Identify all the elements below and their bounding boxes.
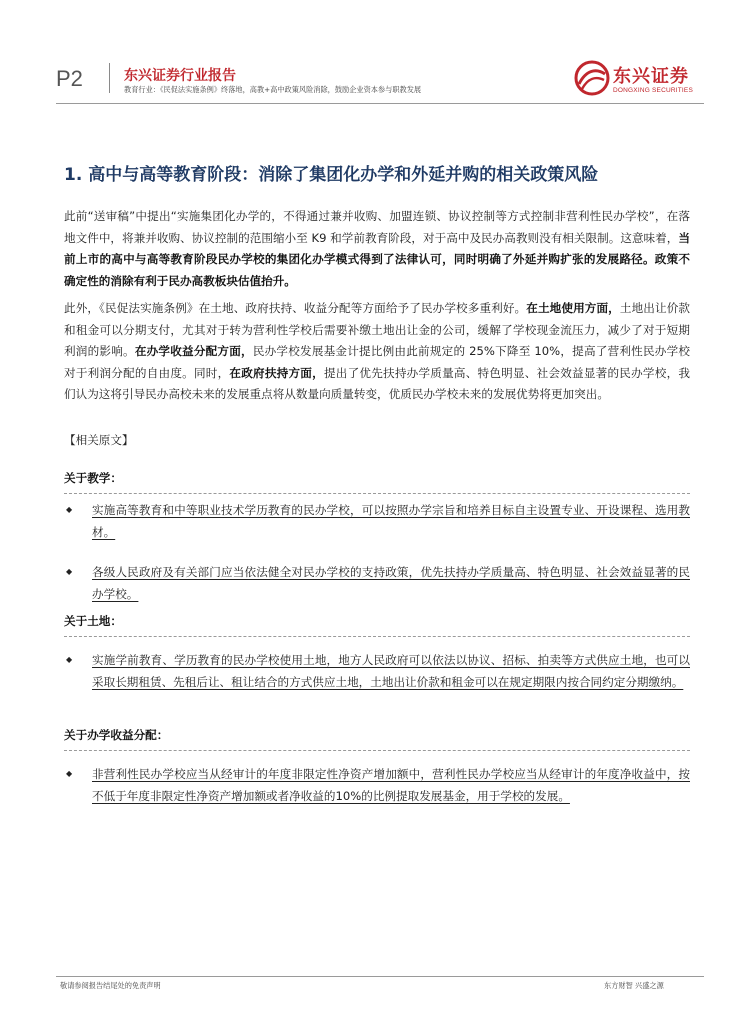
heading-about-land: 关于土地： — [64, 614, 122, 628]
bullet-diamond-icon: ◆ — [66, 655, 73, 664]
reference-label: 【相关原文】 — [64, 433, 134, 447]
paragraph-text: 此前“送审稿”中提出“实施集团化办学的，不得通过兼并收购、加盟连锁、协议控制等方式控制非营利性民办学校”，在落地文件中，将兼并收购、协议控制的范围缩小至 K9 和学前教育阶段，对于高中及民办高教则没有相关限制。这意味着， — [64, 209, 690, 245]
section-title: 1. 高中与高等教育阶段：消除了集团化办学和外延并购的相关政策风险 — [64, 165, 599, 185]
paragraph-text: 提出了优先扶持办学质量高、特色明显、社会效益显著的民办学校，我们认为这将引导民办高校未来的发展重点将从数量向质量转变，优质民办学校未来的发展优势将更加突出。 — [64, 365, 690, 401]
logo-text: 东兴证券 — [613, 66, 689, 87]
header-rule — [56, 103, 704, 104]
bullet-diamond-icon: ◆ — [66, 505, 73, 514]
report-subtitle: 教育行业：《民促法实施条例》终落地，高教+高中政策风险消除，鼓励企业资本参与职教发展 — [124, 85, 422, 94]
list-item: 非营利性民办学校应当从经审计的年度非限定性净资产增加额中，营利性民办学校应当从经审计的年度净收益中，按不低于年度非限定性净资产增加额或者净收益的10%的比例提取发展基金，用于学校的发展。 — [92, 767, 690, 803]
footer-disclaimer: 敬请参阅报告结尾处的免责声明 — [60, 981, 161, 990]
bullet-diamond-icon: ◆ — [66, 769, 73, 778]
page-number: P2 — [56, 66, 83, 91]
heading-about-income: 关于办学收益分配： — [64, 728, 169, 742]
emphasis-land-use: 在土地使用方面， — [526, 301, 620, 315]
list-item: 实施高等教育和中等职业技术学历教育的民办学校，可以按照办学宗旨和培养目标自主设置专业、开设课程、选用教材。 — [92, 503, 690, 539]
emphasis-income-distribution: 在办学收益分配方面， — [134, 344, 253, 358]
footer-slogan: 东方财智 兴盛之源 — [604, 981, 664, 990]
paragraph-benefits — [64, 298, 690, 406]
list-item: 各级人民政府及有关部门应当依法健全对民办学校的支持政策，优先扶持办学质量高、特色明显、社会效益显著的民办学校。 — [92, 565, 690, 601]
heading-about-teaching: 关于教学： — [64, 471, 122, 485]
paragraph-text: 民办学校发展基金计提比例由此前规定的 25%下降至 10%，提高了营利性民办学校对于利润分配的自由度。同时， — [64, 344, 690, 380]
list-item: 实施学前教育、学历教育的民办学校使用土地，地方人民政府可以依法以协议、招标、拍卖等方式供应土地，也可以采取长期租赁、先租后让、租让结合的方式供应土地，土地出让价款和租金可以在规定期限内按合同约定分期缴纳。 — [92, 653, 690, 689]
company-logo — [574, 60, 704, 100]
dashed-divider — [64, 750, 690, 751]
report-title: 东兴证券行业报告 — [124, 68, 236, 84]
logo-english-text: DONGXING SECURITIES — [613, 87, 694, 94]
header-divider — [109, 63, 110, 93]
dashed-divider — [64, 493, 690, 494]
emphasis-government-support: 在政府扶持方面， — [229, 365, 324, 380]
footer-rule — [56, 976, 704, 977]
logo-emblem-icon — [574, 60, 610, 96]
paragraph-text: 土地出让价款和租金可以分期支付，尤其对于转为营利性学校后需要补缴土地出让金的公司，缓解了学校现金流压力，减少了对于短期利润的影响。 — [64, 301, 690, 358]
paragraph-group-restriction — [64, 206, 690, 292]
page-header — [0, 0, 755, 100]
paragraph-emphasis: 当前上市的高中与高等教育阶段民办学校的集团化办学模式得到了法律认可，同时明确了外延并购扩张的发展路径。政策不确定性的消除有利于民办高教板块估值抬升。 — [64, 230, 690, 288]
bullet-diamond-icon: ◆ — [66, 567, 73, 576]
paragraph-text: 此外，《民促法实施条例》在土地、政府扶持、收益分配等方面给予了民办学校多重利好。 — [64, 301, 527, 315]
dashed-divider — [64, 636, 690, 637]
